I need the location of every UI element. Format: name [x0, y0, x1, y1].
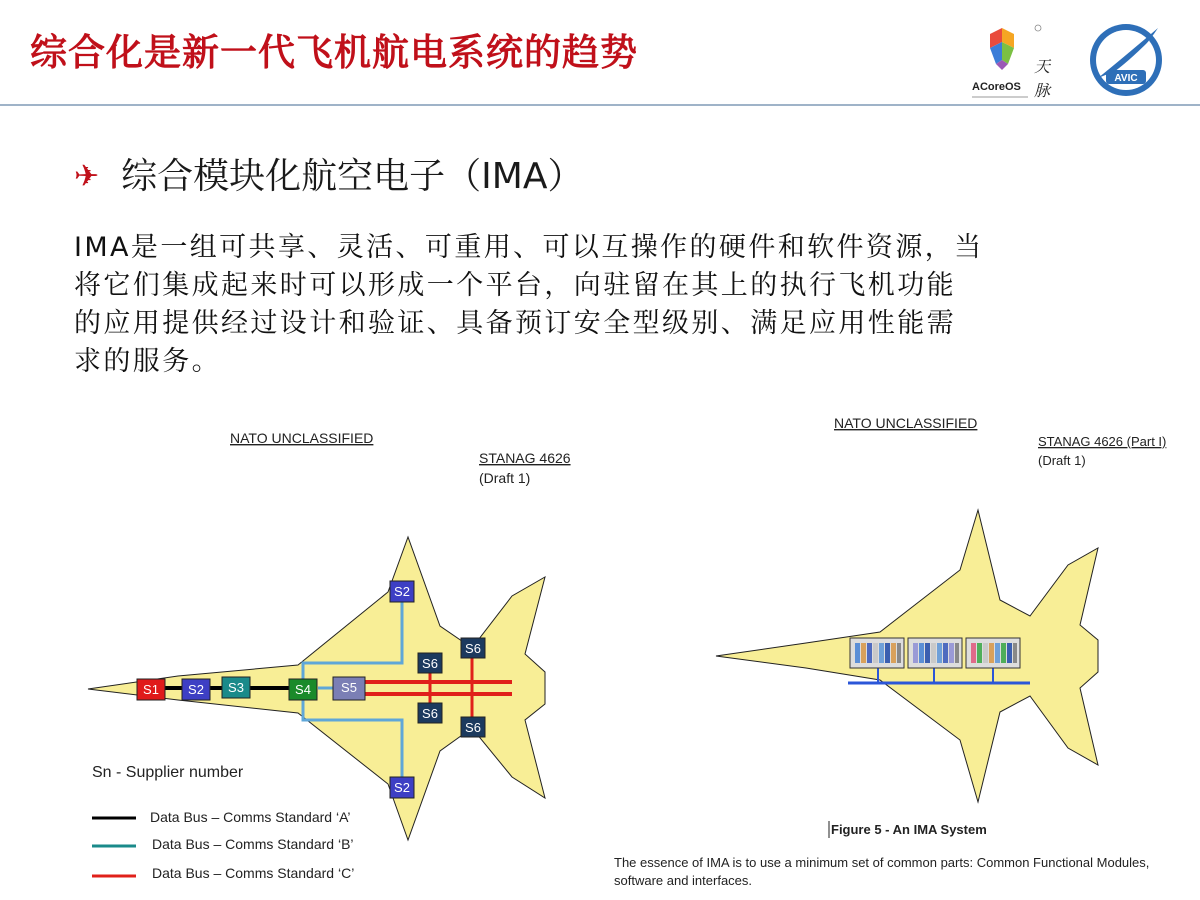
avic-text: AVIC	[1114, 73, 1138, 84]
legend-bus-c: Data Bus – Comms Standard ‘C’	[152, 865, 355, 881]
acoreos-logo	[968, 20, 1058, 102]
supplier-s2-top: S2	[394, 584, 410, 599]
paragraph-line: IMA是一组可共享、灵活、可重用、可以互操作的硬件和软件资源，当	[74, 232, 984, 263]
ima-comparison-figure	[0, 400, 1200, 900]
supplier-s6: S6	[465, 720, 481, 735]
ima-definition-paragraph	[74, 229, 1134, 381]
acore-cn-2: 脉	[1034, 81, 1051, 100]
ima-cabinet	[908, 638, 962, 668]
supplier-s4: S4	[295, 682, 311, 697]
supplier-s2-bottom: S2	[394, 780, 410, 795]
paragraph-line: 将它们集成起来时可以形成一个平台，向驻留在其上的执行飞机功能	[74, 270, 956, 301]
right-stanag: STANAG 4626 (Part I)	[1038, 434, 1167, 449]
supplier-s2: S2	[188, 682, 204, 697]
ima-cabinet	[850, 638, 904, 668]
right-draft: (Draft 1)	[1038, 453, 1086, 468]
ima-note-line2: software and interfaces.	[614, 873, 753, 888]
figure-caption: Figure 5 - An IMA System	[831, 822, 987, 837]
supplier-s6: S6	[422, 706, 438, 721]
airplane-icon: ✈	[74, 159, 100, 194]
legend-bus-a: Data Bus – Comms Standard ‘A’	[150, 809, 351, 825]
supplier-s6: S6	[465, 641, 481, 656]
left-classification: NATO UNCLASSIFIED	[230, 430, 374, 446]
paragraph-line: 求的服务。	[74, 346, 221, 377]
supplier-s5: S5	[341, 680, 357, 695]
acore-text: ACoreOS	[972, 81, 1021, 93]
legend-title: Sn - Supplier number	[92, 764, 244, 781]
left-draft: (Draft 1)	[479, 470, 531, 486]
supplier-s6: S6	[422, 656, 438, 671]
section-heading	[74, 148, 583, 199]
acore-cn-1: 天	[1034, 57, 1051, 76]
ima-cabinet	[966, 638, 1020, 668]
ima-note-line1: The essence of IMA is to use a minimum set of common parts: Common Functional Modules,	[614, 855, 1150, 870]
supplier-s3: S3	[228, 680, 244, 695]
federated-aircraft-diagram	[88, 430, 571, 881]
left-stanag: STANAG 4626	[479, 450, 571, 466]
right-classification: NATO UNCLASSIFIED	[834, 415, 978, 431]
paragraph-line: 的应用提供经过设计和验证、具备预订安全型级别、满足应用性能需	[74, 308, 956, 339]
title-divider	[0, 104, 1200, 106]
ima-aircraft-diagram	[614, 415, 1166, 888]
avic-logo	[1088, 22, 1164, 98]
section-heading-text: 综合模块化航空电子（IMA）	[121, 156, 584, 197]
supplier-s1: S1	[143, 682, 159, 697]
legend-bus-b: Data Bus – Comms Standard ‘B’	[152, 836, 354, 852]
aircraft-outline-right	[716, 510, 1098, 802]
slide-title: 综合化是新一代飞机航电系统的趋势	[30, 31, 638, 74]
